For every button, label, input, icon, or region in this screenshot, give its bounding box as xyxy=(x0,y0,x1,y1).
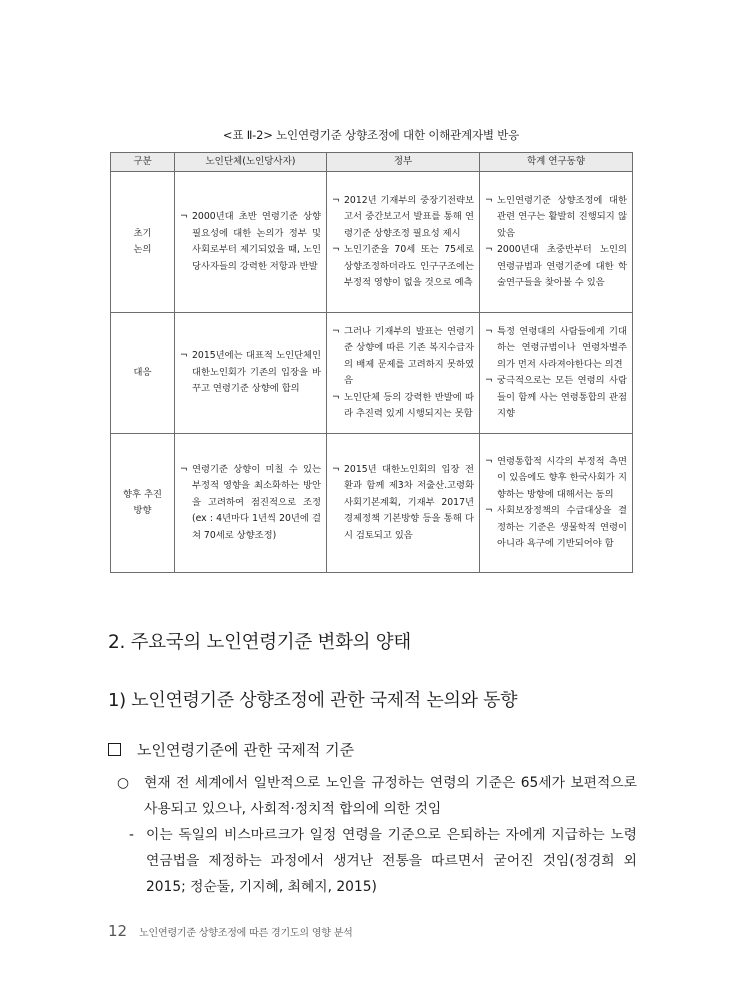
cell-item: ¬ 연령기준 상향이 미칠 수 있는 부정적 영향을 최소화하는 방안을 고려하여 점진적으로 조정(ex : 4년마다 1년씩 20년에 걸쳐 70세로 상향조정) xyxy=(180,462,321,545)
senior-groups-cell xyxy=(175,313,327,434)
category-line: 대응 xyxy=(133,366,152,378)
row-category xyxy=(111,434,175,573)
header-senior-groups: 노인단체(노인당사자) xyxy=(175,153,327,172)
footer-title: 노인연령기준 상향조정에 따른 경기도의 영향 분석 xyxy=(139,928,353,939)
category-line: 향후 추진 xyxy=(123,488,162,500)
page-footer xyxy=(108,922,353,940)
academia-cell xyxy=(480,172,633,313)
page-number: 12 xyxy=(108,922,128,940)
bullet-text: 현재 전 세계에서 일반적으로 노인을 규정하는 연령의 기준은 65세가 보편적으로 사용되고 있으나, 사회적·정치적 합의에 의한 것임 xyxy=(144,775,637,817)
section-heading: 2. 주요국의 노인연령기준 변화의 양태 xyxy=(108,632,411,653)
government-cell xyxy=(327,313,480,434)
topic-text: 노인연령기준에 관한 국제적 기준 xyxy=(137,741,355,759)
senior-groups-cell xyxy=(175,172,327,313)
topic-heading xyxy=(108,739,354,760)
row-category xyxy=(111,313,175,434)
dash-bullet-icon: - xyxy=(129,827,134,843)
government-cell xyxy=(327,434,480,573)
cell-item: ¬ 특정 연령대의 사람들에게 기대하는 연령규범이나 연령차별주의가 먼저 사라져야한다는 의견 xyxy=(485,324,627,374)
cell-item: ¬ 노인단체 등의 강력한 반발에 따라 추진력 있게 시행되지는 못함 xyxy=(332,390,474,423)
cell-item: ¬ 노인연령기준 상향조정에 대한 관련 연구는 활발히 진행되지 않았음 xyxy=(485,193,627,243)
cell-item: ¬ 연령통합적 시각의 부정적 측면이 있음에도 향후 한국사회가 지향하는 방향에 대해서는 동의 xyxy=(485,454,627,504)
academia-cell xyxy=(480,434,633,573)
table-row xyxy=(111,434,633,573)
dash-bullet-paragraph xyxy=(129,822,637,900)
circle-bullet-icon: ○ xyxy=(117,775,130,791)
header-government: 정부 xyxy=(327,153,480,172)
cell-item: ¬ 2015년 대한노인회의 입장 전환과 함께 제3차 저출산.고령화사회기본계획, 기재부 2017년 경제정책 기본방향 등을 통해 다시 검토되고 있음 xyxy=(332,462,474,545)
dash-text: 이는 독일의 비스마르크가 일정 연령을 기준으로 은퇴하는 자에게 지급하는 노령연금법을 제정하는 과정에서 생겨난 전통을 따르면서 굳어진 것임(정경희 외 2015; 정순둘, 기지혜, 최혜지, 2015) xyxy=(146,827,637,895)
cell-item: ¬ 노인기준을 70세 또는 75세로 상향조정하더라도 인구구조에는 부정적 영향이 없을 것으로 예측 xyxy=(332,242,474,292)
header-category: 구분 xyxy=(111,153,175,172)
table-header-row xyxy=(111,153,633,172)
cell-item: ¬ 그러나 기재부의 발표는 연령기준 상향에 따른 기존 복지수급자의 배제 문제를 고려하지 못하였음 xyxy=(332,324,474,390)
category-line: 방향 xyxy=(133,505,152,516)
cell-item: ¬ 2000년대 초반 연령기준 상향 필요성에 대한 논의가 정부 및 사회로부터 제기되었을 때, 노인당사자들의 강력한 저항과 반발 xyxy=(180,209,321,275)
cell-item: ¬ 사회보장정책의 수급대상을 결정하는 기준은 생물학적 연령이 아니라 욕구에 기반되어야 함 xyxy=(485,503,627,553)
table-row xyxy=(111,313,633,434)
government-cell xyxy=(327,172,480,313)
row-category xyxy=(111,172,175,313)
square-bullet-icon xyxy=(108,743,121,756)
cell-item: ¬ 궁극적으로는 모든 연령의 사람들이 함께 사는 연령통합의 관점 지향 xyxy=(485,373,627,423)
senior-groups-cell xyxy=(175,434,327,573)
cell-item: ¬ 2015년에는 대표적 노인단체인 대한노인회가 기존의 입장을 바꾸고 연령기준 상향에 합의 xyxy=(180,348,321,398)
academia-cell xyxy=(480,313,633,434)
cell-item: ¬ 2000년대 초중반부터 노인의 연령규범과 연령기준에 대한 학술연구들을 찾아볼 수 있음 xyxy=(485,242,627,292)
header-academia: 학계 연구동향 xyxy=(480,153,633,172)
table-caption: <표 Ⅱ-2> 노인연령기준 상향조정에 대한 이해관계자별 반응 xyxy=(222,128,520,142)
stakeholder-reaction-table xyxy=(110,152,633,573)
cell-item: ¬ 2012년 기재부의 중장기전략보고서 중간보고서 발표를 통해 연령기준 상향조정 필요성 제시 xyxy=(332,193,474,243)
circle-bullet-paragraph xyxy=(117,770,637,822)
category-line: 초기 xyxy=(133,227,152,239)
category-line: 논의 xyxy=(133,244,152,255)
table-row xyxy=(111,172,633,313)
subsection-heading: 1) 노인연령기준 상향조정에 관한 국제적 논의와 동향 xyxy=(108,690,518,711)
